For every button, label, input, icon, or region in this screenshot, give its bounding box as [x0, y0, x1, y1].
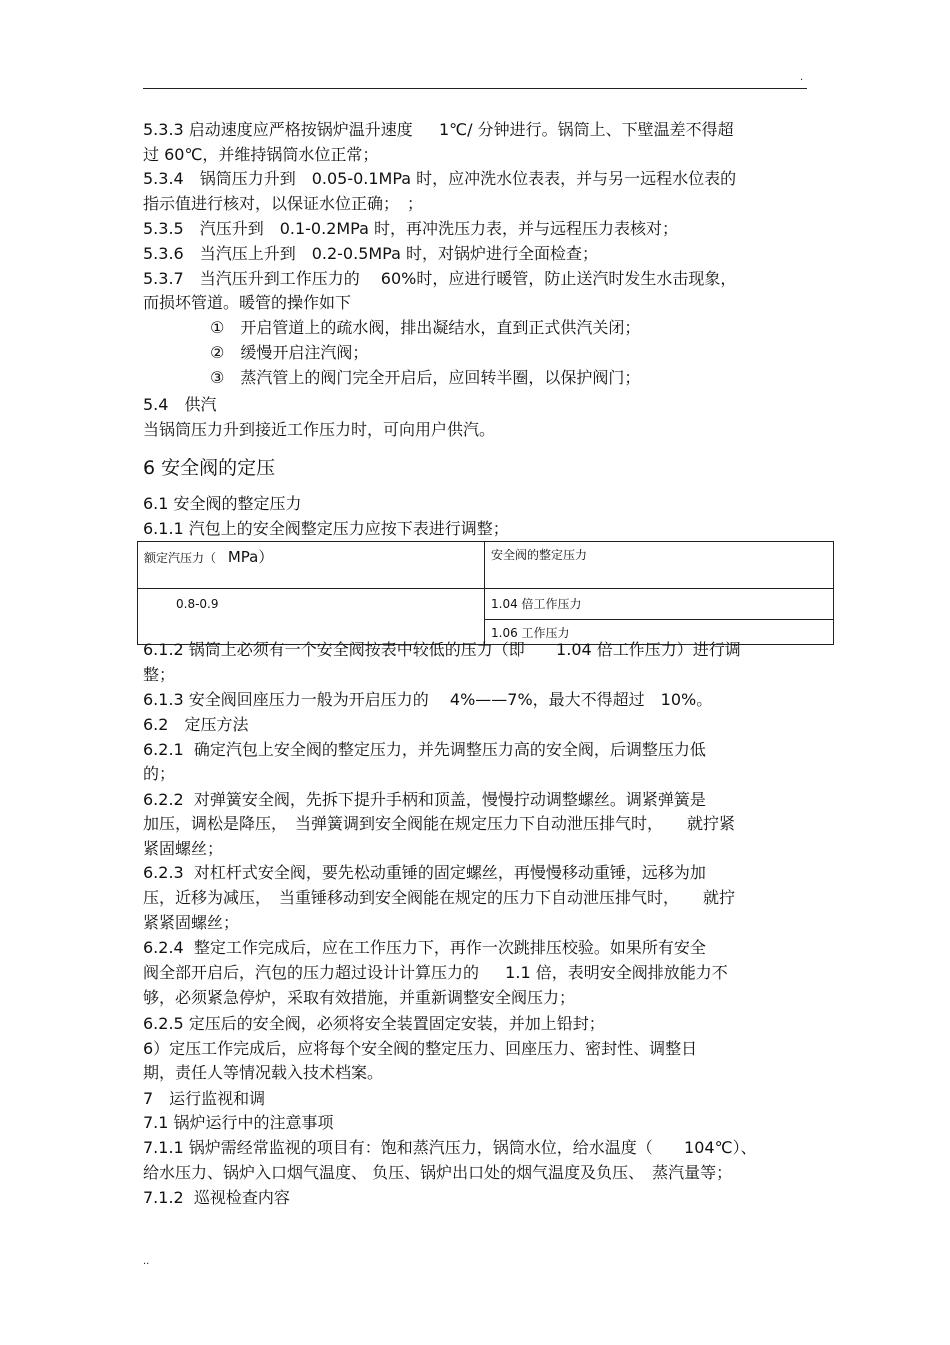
text-line: 过 60℃，并维持锅筒水位正常；	[143, 145, 379, 164]
text-line: 5.3.4 锅筒压力升到 0.05-0.1MPa 时，应冲洗水位表表，并与另一远程水位表的	[143, 169, 737, 188]
text-line: 给水压力、锅炉入口烟气温度、 负压、锅炉出口处的烟气温度及负压、 蒸汽量等；	[143, 1163, 733, 1182]
section-heading: 6 安全阀的定压	[143, 457, 276, 479]
subsection-title: 6.1 安全阀的整定压力	[143, 494, 302, 513]
text-line: 6.2.3 对杠杆式安全阀，要先松动重锤的固定螺丝，再慢慢移动重锤，远移为加	[143, 863, 706, 882]
text-line: 紧固螺丝；	[143, 839, 224, 858]
text-line: 6.2.5 定压后的安全阀，必须将安全装置固定安装，并加上铅封；	[143, 1014, 605, 1033]
text-line: 的；	[143, 764, 176, 783]
text-line: 压，近移为减压， 当重锤移动到安全阀能在规定的压力下自动泄压排气时， 就拧	[143, 888, 736, 907]
table-header-label: 额定汽压力（	[144, 551, 217, 565]
text-line: 加压，调松是降压， 当弹簧调到安全阀能在规定压力下自动泄压排气时， 就拧紧	[143, 814, 736, 833]
text-line: 期，责任人等情况载入技术档案。	[143, 1063, 384, 1082]
text-line: 6.2.2 对弹簧安全阀，先拆下提升手柄和顶盖，慢慢拧动调整螺丝。调紧弹簧是	[143, 790, 706, 809]
table-cell: 1.06 工作压力	[485, 620, 834, 645]
text-line: 6）定压工作完成后，应将每个安全阀的整定压力、回座压力、密封性、调整日	[143, 1039, 698, 1058]
text-line: 7.1.1 锅炉需经常监视的项目有：饱和蒸汽压力，锅筒水位，给水温度（ 104℃）、	[143, 1138, 757, 1157]
section-title: 5.4 供汽	[143, 395, 217, 414]
text-line: 5.3.5 汽压升到 0.1-0.2MPa 时，再冲洗压力表，并与远程压力表核对；	[143, 219, 679, 238]
header-rule	[143, 88, 807, 89]
text-line: 当锅筒压力升到接近工作压力时，可向用户供汽。	[143, 420, 496, 439]
pressure-table	[137, 541, 834, 645]
text-line: 整；	[143, 665, 176, 684]
subsection-title: 6.2 定压方法	[143, 715, 249, 734]
text-line: 5.3.3 启动速度应严格按锅炉温升速度 1℃/ 分钟进行。锅筒上、下壁温差不得超	[143, 120, 734, 139]
text-line: 够，必须紧急停炉，采取有效措施，并重新调整安全阀压力；	[143, 988, 576, 1007]
table-header-cell	[138, 542, 485, 589]
text-line: 紧紧固螺丝；	[143, 913, 240, 932]
text-line: 5.3.6 当汽压上升到 0.2-0.5MPa 时，对锅炉进行全面检查；	[143, 244, 599, 263]
text-line: 6.1.2 锅筒上必须有一个安全阀按表中较低的压力（即 1.04 倍工作压力）进行调	[143, 640, 741, 659]
text-line: 而损坏管道。暖管的操作如下	[143, 293, 352, 312]
table-cell: 0.8-0.9	[138, 589, 485, 645]
table-cell: 1.04 倍工作压力	[485, 589, 834, 620]
text-line: 阀全部开启后，汽包的压力超过设计计算压力的 1.1 倍，表明安全阀排放能力不	[143, 963, 728, 982]
section-title: 7 运行监视和调	[143, 1089, 266, 1108]
footer-mark: ..	[143, 1256, 150, 1267]
text-line: 6.1.1 汽包上的安全阀整定压力应按下表进行调整；	[143, 519, 509, 538]
step-item: ① 开启管道上的疏水阀，排出凝结水，直到正式供汽关闭；	[210, 318, 641, 337]
step-item: ③ 蒸汽管上的阀门完全开启后，应回转半圈，以保护阀门；	[210, 368, 641, 387]
text-line: 6.2.1 确定汽包上安全阀的整定压力，并先调整压力高的安全阀，后调整压力低	[143, 740, 706, 759]
table-header-cell: 安全阀的整定压力	[485, 542, 834, 589]
text-line: 指示值进行核对，以保证水位正确； ；	[143, 194, 424, 213]
text-line: 7.1.2 巡视检查内容	[143, 1188, 290, 1207]
text-line: 5.3.7 当汽压升到工作压力的 60%时，应进行暖管，防止送汽时发生水击现象，	[143, 269, 737, 288]
table-header-unit: MPa）	[227, 548, 274, 566]
subsection-title: 7.1 锅炉运行中的注意事项	[143, 1113, 334, 1132]
text-line: 6.2.4 整定工作完成后，应在工作压力下，再作一次跳排压校验。如果所有安全	[143, 938, 706, 957]
header-mark: .	[800, 72, 804, 83]
step-item: ② 缓慢开启注汽阀；	[210, 343, 369, 362]
text-line: 6.1.3 安全阀回座压力一般为开启压力的 4%——7%，最大不得超过 10%。	[143, 690, 713, 709]
